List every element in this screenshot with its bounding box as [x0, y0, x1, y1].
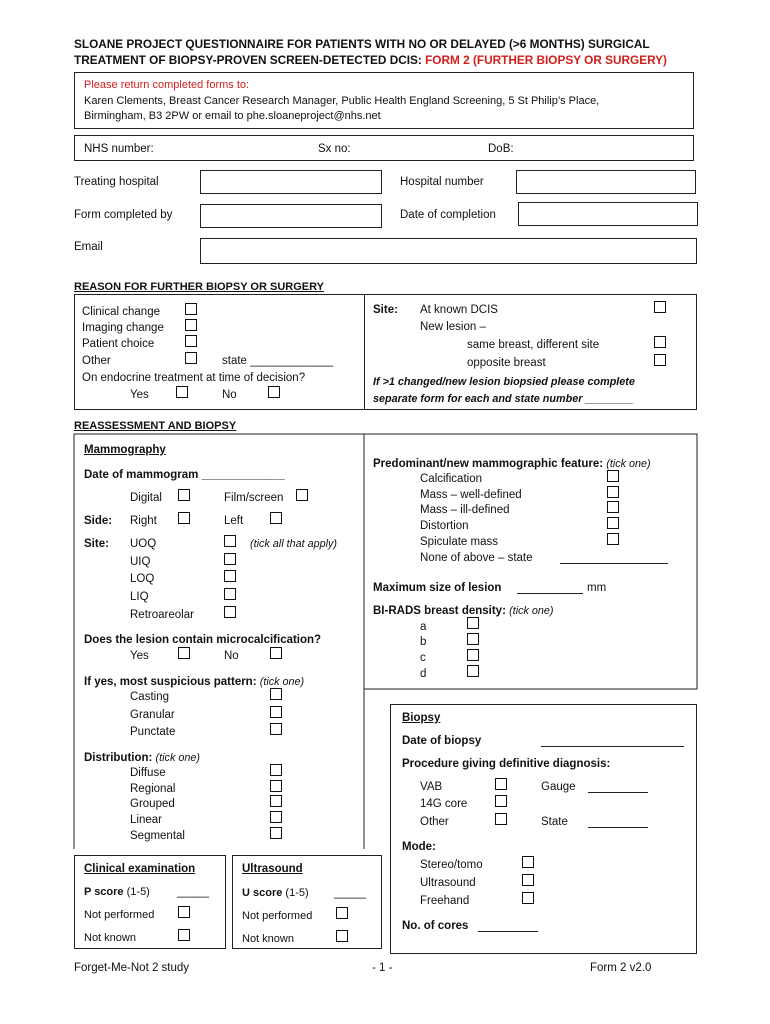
- site-option-label: UOQ: [130, 538, 157, 550]
- microcalc-question: Does the lesion contain microcalcification?: [84, 634, 322, 646]
- imaging-change-label: Imaging change: [82, 322, 164, 334]
- distribution-checkbox[interactable]: [270, 780, 282, 792]
- us-not-known-label: Not known: [242, 933, 294, 945]
- other-procedure-checkbox[interactable]: [495, 813, 507, 825]
- pattern-label-text: If yes, most suspicious pattern:: [84, 676, 260, 688]
- mammo-site-label: Site:: [84, 538, 109, 550]
- multi-lesion-note-1: If >1 changed/new lesion biopsied please complete: [373, 376, 635, 388]
- other-state-field[interactable]: state _____________: [222, 355, 334, 367]
- us-not-performed-label: Not performed: [242, 910, 313, 922]
- core14-label: 14G core: [420, 798, 468, 810]
- form-title-red: FORM 2 (FURTHER BIOPSY OR SURGERY): [425, 53, 667, 67]
- pattern-label: [84, 675, 304, 689]
- footer-study: Forget-Me-Not 2 study: [74, 962, 190, 974]
- pattern-option-label: Punctate: [130, 726, 176, 738]
- procedure-state-label: State: [541, 816, 568, 828]
- birads-option-label: c: [420, 652, 426, 664]
- ultrasound-heading: Ultrasound: [242, 863, 303, 875]
- microcalc-yes-label: Yes: [130, 650, 149, 662]
- cores-field[interactable]: [478, 931, 538, 932]
- form-completed-by-label: Form completed by: [74, 209, 173, 221]
- return-line2: Birmingham, B3 2PW or email to phe.sloaneproject@nhs.net: [84, 110, 381, 122]
- distribution-option-label: Diffuse: [130, 767, 166, 779]
- form-title-line1: SLOANE PROJECT QUESTIONNAIRE FOR PATIENTS WITH NO OR DELAYED (>6 MONTHS) SURGICAL: [74, 37, 650, 51]
- birads-label: [373, 604, 554, 618]
- date-of-mammogram[interactable]: Date of mammogram _____________: [84, 469, 285, 481]
- pscore-field[interactable]: _____: [177, 886, 209, 898]
- mode-checkbox[interactable]: [522, 874, 534, 886]
- feature-checkbox[interactable]: [607, 486, 619, 498]
- patient-choice-label: Patient choice: [82, 338, 155, 350]
- dob-label: DoB:: [488, 143, 514, 155]
- microcalc-no-label: No: [224, 650, 239, 662]
- footer-page-number: - 1 -: [372, 962, 393, 974]
- date-of-completion-label: Date of completion: [400, 209, 496, 221]
- feature-option-label: Distortion: [420, 520, 469, 532]
- pattern-option-label: Granular: [130, 709, 175, 721]
- vab-label: VAB: [420, 781, 443, 793]
- site-option-label: LIQ: [130, 591, 149, 603]
- birads-option-label: d: [420, 668, 427, 680]
- same-breast-label: same breast, different site: [467, 339, 600, 351]
- uscore-label: [242, 886, 309, 900]
- birads-option-label: a: [420, 621, 427, 633]
- none-above-state-field[interactable]: [560, 563, 668, 564]
- other-reason-label: Other: [82, 355, 111, 367]
- side-right-checkbox[interactable]: [178, 512, 190, 524]
- feature-label: [373, 457, 651, 471]
- opposite-breast-label: opposite breast: [467, 357, 546, 369]
- side-left-checkbox[interactable]: [270, 512, 282, 524]
- endocrine-no-label: No: [222, 389, 237, 401]
- reason-heading: REASON FOR FURTHER BIOPSY OR SURGERY: [74, 281, 324, 293]
- clinical-not-known-checkbox[interactable]: [178, 929, 190, 941]
- birads-checkbox[interactable]: [467, 633, 479, 645]
- microcalc-no-checkbox[interactable]: [270, 647, 282, 659]
- mode-label: Mode:: [402, 841, 436, 853]
- feature-tick-one: (tick one): [606, 458, 651, 470]
- reassessment-heading: REASSESSMENT AND BIOPSY: [74, 420, 237, 432]
- procedure-state-field[interactable]: [588, 827, 648, 828]
- uscore-label-text: U score: [242, 887, 283, 899]
- feature-option-label: Calcification: [420, 473, 482, 485]
- distribution-checkbox[interactable]: [270, 764, 282, 776]
- digital-label: Digital: [130, 492, 162, 504]
- mammography-heading: Mammography: [84, 444, 166, 456]
- mode-option-label: Ultrasound: [420, 877, 476, 889]
- procedure-label: Procedure giving definitive diagnosis:: [402, 758, 611, 770]
- endocrine-yes-label: Yes: [130, 389, 149, 401]
- pattern-checkbox[interactable]: [270, 706, 282, 718]
- birads-checkbox[interactable]: [467, 649, 479, 661]
- pattern-checkbox[interactable]: [270, 688, 282, 700]
- tick-all-note: (tick all that apply): [250, 538, 338, 550]
- treating-hospital-label: Treating hospital: [74, 176, 159, 188]
- distribution-option-label: Segmental: [130, 830, 185, 842]
- feature-checkbox[interactable]: [607, 470, 619, 482]
- distribution-checkbox[interactable]: [270, 827, 282, 839]
- reason-site-label: Site:: [373, 304, 398, 316]
- clinical-not-known-label: Not known: [84, 932, 136, 944]
- gauge-field[interactable]: [588, 792, 648, 793]
- return-line1: Karen Clements, Breast Cancer Research Manager, Public Health England Screening, 5 St Philip’s Place,: [84, 95, 600, 107]
- biopsy-heading: Biopsy: [402, 712, 441, 724]
- feature-option-label: Mass – ill-defined: [420, 504, 510, 516]
- pattern-tick-one: (tick one): [259, 676, 305, 688]
- birads-checkbox[interactable]: [467, 665, 479, 677]
- distribution-option-label: Regional: [130, 783, 176, 795]
- digital-checkbox[interactable]: [178, 489, 190, 501]
- birads-option-label: b: [420, 636, 427, 648]
- none-above-label: None of above – state: [420, 552, 533, 564]
- feature-checkbox[interactable]: [607, 517, 619, 529]
- known-dcis-label: At known DCIS: [420, 304, 498, 316]
- us-not-known-checkbox[interactable]: [336, 930, 348, 942]
- distribution-checkbox[interactable]: [270, 795, 282, 807]
- max-size-label: Maximum size of lesion: [373, 582, 502, 594]
- side-left-label: Left: [224, 515, 244, 527]
- distribution-checkbox[interactable]: [270, 811, 282, 823]
- birads-tick-one: (tick one): [509, 605, 554, 617]
- footer-version: Form 2 v2.0: [590, 962, 652, 974]
- site-checkbox[interactable]: [224, 606, 236, 618]
- pscore-range: (1-5): [123, 886, 150, 898]
- uscore-range: (1-5): [282, 887, 309, 899]
- max-size-field[interactable]: [517, 593, 583, 594]
- vab-checkbox[interactable]: [495, 778, 507, 790]
- endocrine-question: On endocrine treatment at time of decision?: [82, 372, 306, 384]
- side-right-label: Right: [130, 515, 157, 527]
- pscore-label: [84, 885, 150, 899]
- clinical-exam-heading: Clinical examination: [84, 863, 196, 875]
- return-heading: Please return completed forms to:: [84, 79, 250, 91]
- birads-checkbox[interactable]: [467, 617, 479, 629]
- feature-checkbox[interactable]: [607, 533, 619, 545]
- mode-option-label: Stereo/tomo: [420, 859, 483, 871]
- film-screen-checkbox[interactable]: [296, 489, 308, 501]
- nhs-number-label: NHS number:: [84, 143, 154, 155]
- mode-option-label: Freehand: [420, 895, 470, 907]
- site-checkbox[interactable]: [224, 588, 236, 600]
- site-checkbox[interactable]: [224, 570, 236, 582]
- site-option-label: UIQ: [130, 556, 151, 568]
- distribution-label: [84, 751, 200, 765]
- birads-label-text: BI-RADS breast density:: [373, 605, 510, 617]
- biopsy-date-label: Date of biopsy: [402, 735, 482, 747]
- gauge-label: Gauge: [541, 781, 576, 793]
- microcalc-yes-checkbox[interactable]: [178, 647, 190, 659]
- site-checkbox[interactable]: [224, 553, 236, 565]
- pscore-label-text: P score: [84, 886, 124, 898]
- distribution-option-label: Linear: [130, 814, 162, 826]
- biopsy-date-field[interactable]: [541, 746, 684, 747]
- pattern-option-label: Casting: [130, 691, 169, 703]
- site-checkbox[interactable]: [224, 535, 236, 547]
- feature-option-label: Spiculate mass: [420, 536, 498, 548]
- distribution-label-text: Distribution:: [84, 752, 156, 764]
- feature-checkbox[interactable]: [607, 501, 619, 513]
- clinical-not-performed-checkbox[interactable]: [178, 906, 190, 918]
- new-lesion-label: New lesion –: [420, 321, 486, 333]
- hospital-number-label: Hospital number: [400, 176, 484, 188]
- side-label: Side:: [84, 515, 113, 527]
- email-label: Email: [74, 241, 103, 253]
- mm-unit: mm: [587, 582, 607, 594]
- mode-checkbox[interactable]: [522, 892, 534, 904]
- form-title-main: TREATMENT OF BIOPSY-PROVEN SCREEN-DETECTED DCIS:: [74, 53, 426, 67]
- other-procedure-label: Other: [420, 816, 449, 828]
- feature-option-label: Mass – well-defined: [420, 489, 522, 501]
- multi-lesion-note-2: separate form for each and state number ________: [373, 393, 634, 405]
- distribution-option-label: Grouped: [130, 798, 175, 810]
- pattern-checkbox[interactable]: [270, 723, 282, 735]
- mode-checkbox[interactable]: [522, 856, 534, 868]
- clinical-not-performed-label: Not performed: [84, 909, 155, 921]
- film-screen-label: Film/screen: [224, 492, 284, 504]
- uscore-field[interactable]: _____: [334, 887, 366, 899]
- site-option-label: LOQ: [130, 573, 155, 585]
- distribution-tick-one: (tick one): [155, 752, 200, 764]
- cores-label: No. of cores: [402, 920, 469, 932]
- core14-checkbox[interactable]: [495, 795, 507, 807]
- site-option-label: Retroareolar: [130, 609, 194, 621]
- us-not-performed-checkbox[interactable]: [336, 907, 348, 919]
- sx-no-label: Sx no:: [318, 143, 351, 155]
- feature-label-text: Predominant/new mammographic feature:: [373, 458, 607, 470]
- clinical-change-label: Clinical change: [82, 306, 160, 318]
